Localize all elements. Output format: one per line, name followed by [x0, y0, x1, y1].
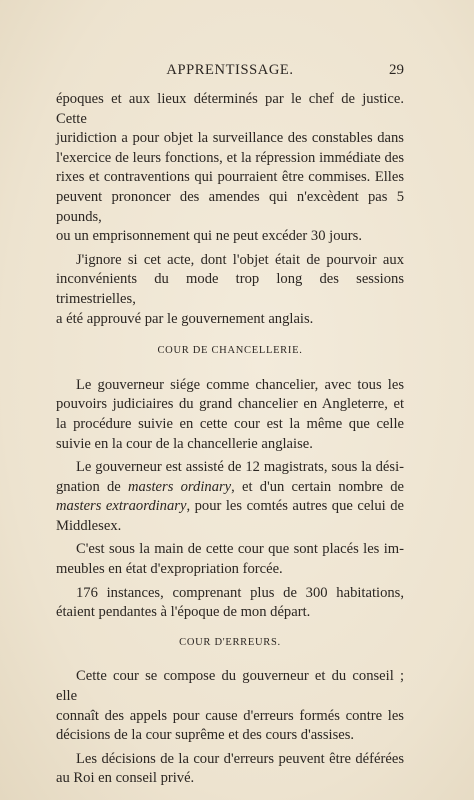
text-line: peuvent prononcer des amendes qui n'excèdent pas 5 pounds, [56, 188, 404, 225]
text-fragment: gnation de [56, 478, 128, 495]
paragraph-3 [56, 376, 404, 454]
text-line: C'est sous la main de cette cour que sont placés les im- [76, 541, 404, 558]
emphasis-term: masters extraordinary [56, 498, 187, 515]
text-line: Middlesex. [56, 517, 122, 534]
text-line [56, 478, 404, 498]
text-line: J'ignore si cet acte, dont l'objet était de pourvoir aux [76, 251, 404, 268]
page-header [56, 62, 404, 82]
paragraph-7 [56, 667, 404, 745]
text-line: connaît des appels pour cause d'erreurs formés contre les [56, 707, 404, 724]
text-line: 176 instances, comprenant plus de 300 habitations, [76, 584, 404, 601]
text-line [56, 497, 404, 517]
text-line: Le gouverneur siége comme chancelier, avec tous les [76, 376, 404, 393]
text-line: inconvénients du mode trop long des sessions trimestrielles, [56, 271, 404, 307]
text-line: pouvoirs judiciaires du grand chancelier en Angleterre, et [56, 396, 404, 413]
text-line: rixes et contraventions qui pourraient être commises. Elles [56, 169, 404, 186]
paragraph-5 [56, 540, 404, 579]
text-line: au Roi en conseil privé. [56, 770, 195, 787]
text-line: étaient pendantes à l'époque de mon départ. [56, 604, 311, 621]
section-title-erreurs: COUR D'ERREURS. [179, 636, 281, 648]
text-line: juridiction a pour objet la surveillance des constables dans [56, 130, 404, 147]
paragraph-6 [56, 584, 404, 623]
text-fragment: , pour les comtés autres que celui de [186, 498, 404, 515]
page-number: 29 [389, 62, 404, 78]
text-line: a été approuvé par le gouvernement anglais. [56, 310, 314, 327]
text-line: Cette cour se compose du gouverneur et du conseil ; elle [56, 668, 404, 705]
text-line: l'exercice de leurs fonctions, et la répression immédiate des [56, 149, 404, 166]
emphasis-term: masters ordinary [127, 478, 232, 495]
text-line: Le gouverneur est assisté de 12 magistrats, sous la dési- [76, 459, 404, 476]
text-line: la procédure suivie en cette cour est la même que celle [56, 415, 404, 432]
running-head: APPRENTISSAGE. [166, 62, 294, 78]
text-line: époques et aux lieux déterminés par le chef de justice. Cette [56, 91, 404, 127]
paragraph-1 [56, 90, 404, 247]
paragraph-2 [56, 251, 404, 329]
text-line: ou un emprisonnement qui ne peut excéder 30 jours. [56, 228, 362, 245]
paragraph-8 [56, 750, 404, 789]
section-title-chancellerie: COUR DE CHANCELLERIE. [157, 345, 303, 357]
page-body [56, 90, 404, 793]
text-line: Les décisions de la cour d'erreurs peuvent être déférées [76, 750, 404, 767]
paragraph-4 [56, 458, 404, 536]
text-line: suivie en la cour de la chancellerie anglaise. [56, 435, 313, 452]
text-line: décisions de la cour suprême et des cours d'assises. [56, 727, 355, 744]
text-fragment: , et d'un certain nombre de [231, 478, 404, 495]
text-line: meubles en état d'expropriation forcée. [56, 561, 283, 578]
